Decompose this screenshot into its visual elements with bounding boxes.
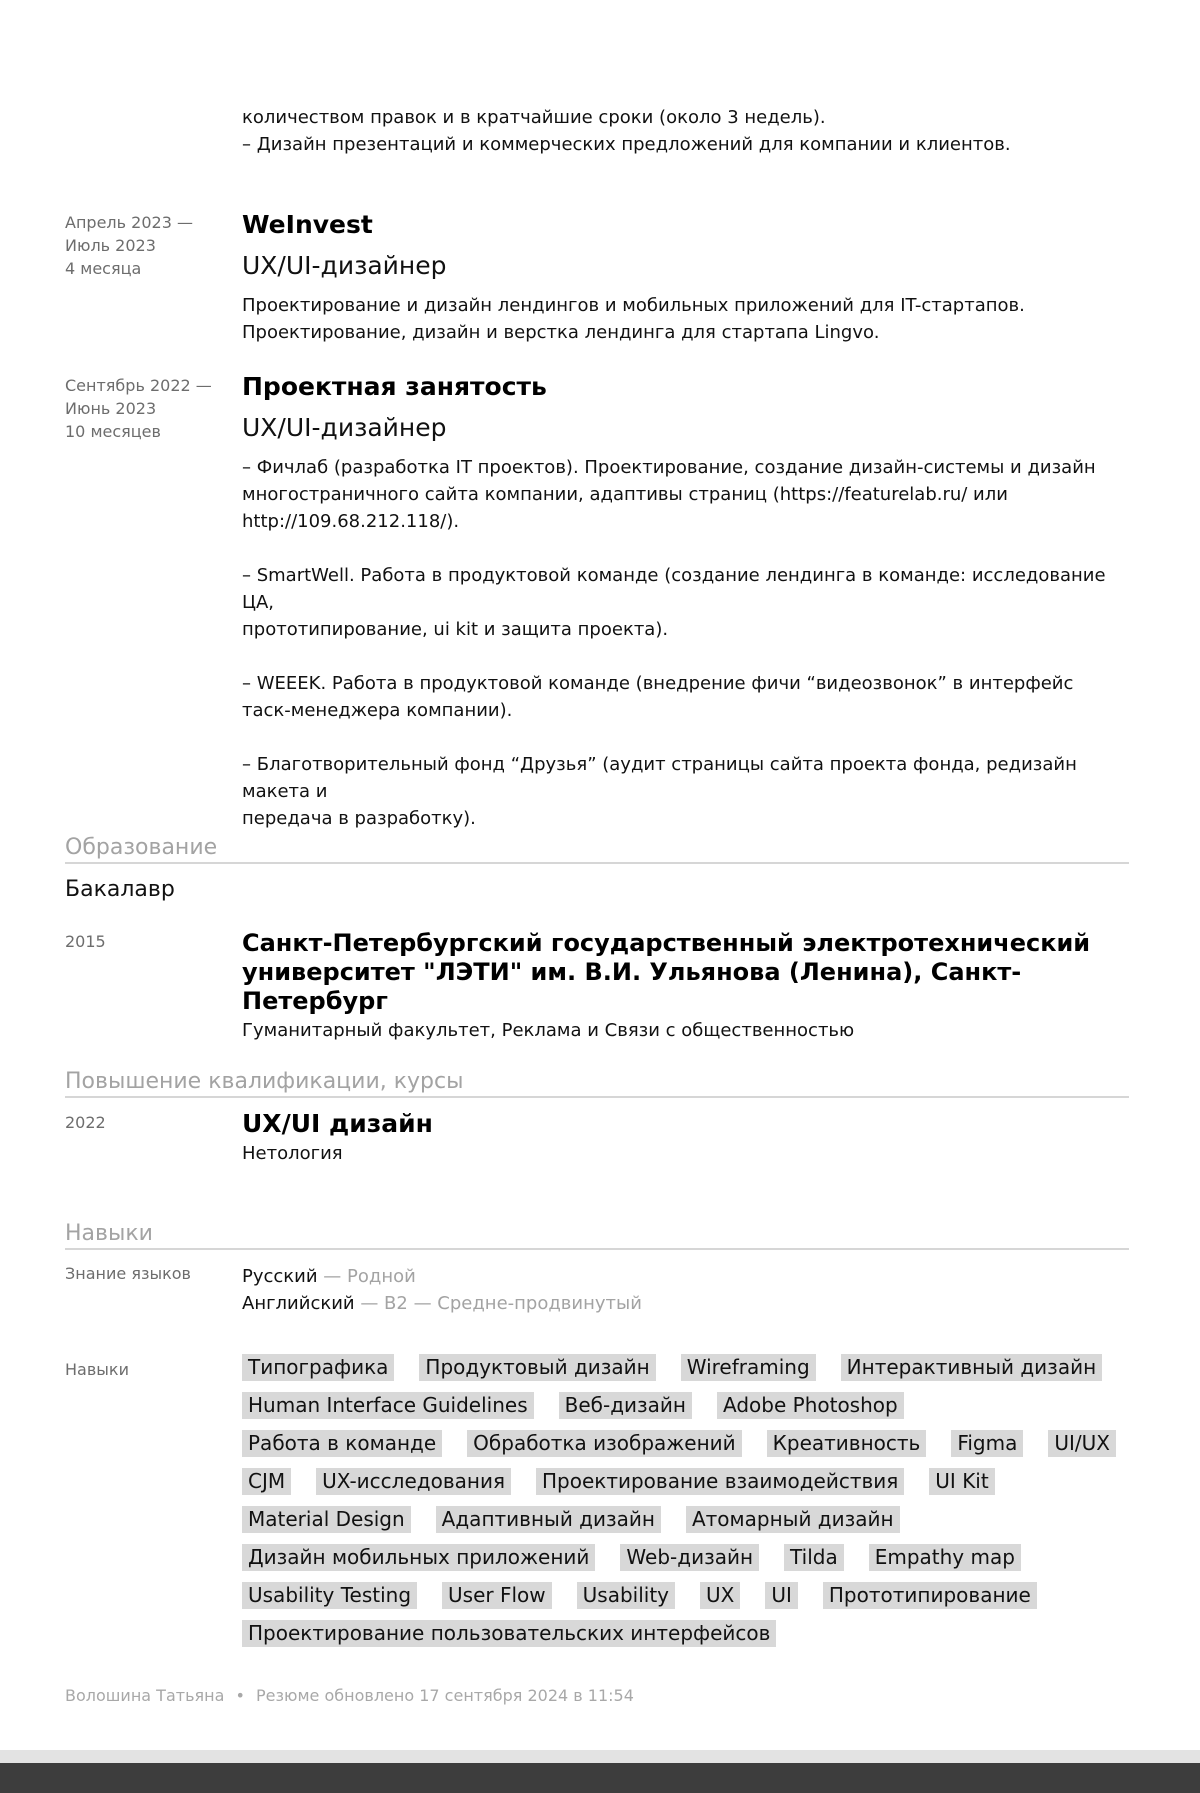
- footer-updated: Резюме обновлено 17 сентября 2024 в 11:54: [256, 1686, 634, 1705]
- education-degree: Бакалавр: [65, 877, 175, 902]
- skill-tag: Adobe Photoshop: [717, 1392, 904, 1419]
- experience-tail-line: количеством правок и в кратчайшие сроки (около 3 недель).: [242, 107, 826, 128]
- skill-tag: Usability: [577, 1582, 675, 1609]
- skill-tag: UI Kit: [929, 1468, 994, 1495]
- job-description-line: таск-менеджера компании).: [242, 700, 513, 721]
- skills-label: Навыки: [65, 1360, 129, 1379]
- skills-tags: [242, 1354, 1132, 1647]
- skill-tag: Прототипирование: [823, 1582, 1037, 1609]
- skill-tag: Дизайн мобильных приложений: [242, 1544, 595, 1571]
- language-name: Английский: [242, 1293, 355, 1314]
- job-entry: [242, 209, 1132, 346]
- job-entry: [242, 371, 1132, 832]
- experience-tail-line: – Дизайн презентаций и коммерческих предложений для компании и клиентов.: [242, 134, 1011, 155]
- job-description-line: – Фичлаб (разработка IT проектов). Проектирование, создание дизайн-системы и дизайн: [242, 457, 1096, 478]
- skill-tag: Wireframing: [681, 1354, 816, 1381]
- skill-tag: UI: [765, 1582, 798, 1609]
- education-section-title: Образование: [65, 834, 1129, 864]
- skill-tag: Атомарный дизайн: [686, 1506, 900, 1533]
- company-name: Проектная занятость: [242, 372, 547, 401]
- bottom-bar-edge: [0, 1750, 1200, 1763]
- skill-tag: Tilda: [784, 1544, 844, 1571]
- job-position: UX/UI-дизайнер: [242, 413, 447, 442]
- skill-tag: CJM: [242, 1468, 291, 1495]
- resume-footer: [65, 1685, 634, 1707]
- skill-tag: Web-дизайн: [620, 1544, 759, 1571]
- skill-tag: Empathy map: [869, 1544, 1021, 1571]
- job-description-line: – SmartWell. Работа в продуктовой команде (создание лендинга в команде: исследование ЦА,: [242, 565, 1106, 613]
- job-description: [242, 454, 1132, 832]
- job-duration: 10 месяцев: [65, 422, 161, 441]
- job-description: [242, 292, 1132, 346]
- university-name-line: университет "ЛЭТИ" им. В.И. Ульянова (Ленина), Санкт-Петербург: [242, 958, 1022, 1015]
- skill-tag: Типографика: [242, 1354, 394, 1381]
- languages-label: Знание языков: [65, 1264, 191, 1283]
- language-item: [242, 1263, 1132, 1290]
- job-description-line: http://109.68.212.118/).: [242, 511, 460, 532]
- skill-tag: Креативность: [767, 1430, 927, 1457]
- job-period: [65, 211, 225, 280]
- job-period-start: Апрель 2023 —: [65, 213, 193, 232]
- bottom-bar: [0, 1750, 1200, 1793]
- job-period-end: Июнь 2023: [65, 399, 157, 418]
- skill-tag: User Flow: [442, 1582, 552, 1609]
- skill-tag: Продуктовый дизайн: [419, 1354, 655, 1381]
- skill-tag: Usability Testing: [242, 1582, 417, 1609]
- skill-tag: Проектирование взаимодействия: [536, 1468, 904, 1495]
- skill-tag: Обработка изображений: [467, 1430, 742, 1457]
- footer-separator: •: [235, 1686, 245, 1705]
- job-position: UX/UI-дизайнер: [242, 251, 447, 280]
- skill-tag: Адаптивный дизайн: [436, 1506, 661, 1533]
- skill-tag: UX: [700, 1582, 740, 1609]
- company-name: WeInvest: [242, 210, 373, 239]
- education-entry: [242, 929, 1132, 1044]
- skill-tag: Интерактивный дизайн: [841, 1354, 1102, 1381]
- job-period-start: Сентябрь 2022 —: [65, 376, 212, 395]
- skill-tag-list: [242, 1354, 1142, 1647]
- skill-tag: Работа в команде: [242, 1430, 442, 1457]
- language-level: — B2 — Средне-продвинутый: [354, 1293, 642, 1314]
- job-description-line: многостраничного сайта компании, адаптивы страниц (https://featurelab.ru/ или: [242, 484, 1008, 505]
- skill-tag: UX-исследования: [316, 1468, 511, 1495]
- course-entry: [242, 1108, 1132, 1167]
- job-description-line: – WEEEK. Работа в продуктовой команде (внедрение фичи “видеозвонок” в интерфейс: [242, 673, 1074, 694]
- experience-tail: [242, 104, 1132, 158]
- language-name: Русский: [242, 1266, 318, 1287]
- course-year: 2022: [65, 1113, 106, 1132]
- job-period-end: Июль 2023: [65, 236, 156, 255]
- job-description-line: – Благотворительный фонд “Друзья” (аудит страницы сайта проекта фонда, редизайн макета и: [242, 754, 1077, 802]
- education-year: 2015: [65, 932, 106, 951]
- skill-tag: Material Design: [242, 1506, 411, 1533]
- courses-section-title: Повышение квалификации, курсы: [65, 1068, 1129, 1098]
- language-item: [242, 1290, 1132, 1317]
- university-name-line: Санкт-Петербургский государственный электротехнический: [242, 929, 1091, 957]
- course-provider: Нетология: [242, 1143, 343, 1164]
- skill-tag: Проектирование пользовательских интерфейсов: [242, 1620, 776, 1647]
- skill-tag: Веб-дизайн: [559, 1392, 692, 1419]
- job-description-line: передача в разработку).: [242, 808, 476, 829]
- skill-tag: UI/UX: [1048, 1430, 1116, 1457]
- job-description-line: Проектирование, дизайн и верстка лендинга для стартапа Lingvo.: [242, 322, 880, 343]
- skill-tag: Human Interface Guidelines: [242, 1392, 534, 1419]
- job-duration: 4 месяца: [65, 259, 142, 278]
- faculty: Гуманитарный факультет, Реклама и Связи с общественностью: [242, 1020, 855, 1041]
- skill-tag: Figma: [951, 1430, 1023, 1457]
- skills-section-title: Навыки: [65, 1220, 1129, 1250]
- job-period: [65, 374, 225, 443]
- language-level: — Родной: [317, 1266, 416, 1287]
- footer-name: Волошина Татьяна: [65, 1686, 225, 1705]
- job-description-line: прототипирование, ui kit и защита проекта).: [242, 619, 669, 640]
- languages-list: [242, 1263, 1132, 1317]
- job-description-line: Проектирование и дизайн лендингов и мобильных приложений для IT-стартапов.: [242, 295, 1025, 316]
- course-name: UX/UI дизайн: [242, 1109, 433, 1138]
